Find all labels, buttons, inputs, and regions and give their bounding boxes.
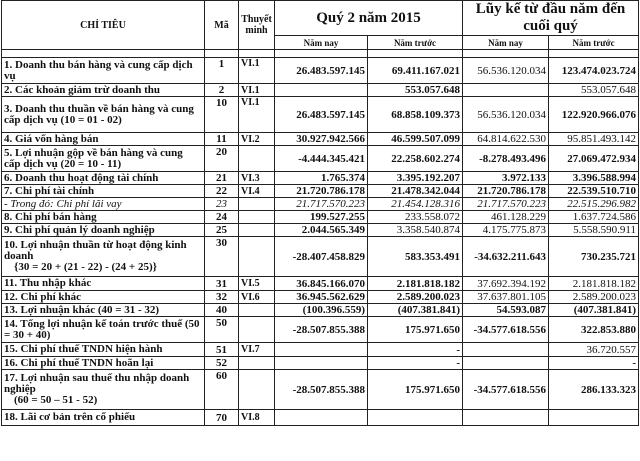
cell-q2-prev-year: 21.454.128.316 <box>368 198 463 211</box>
cell-ytd-this-year: -8.278.493.496 <box>463 146 549 172</box>
cell-ytd-prev-year: 1.637.724.586 <box>549 211 639 224</box>
cell-ytd-this-year: 4.175.775.873 <box>463 224 549 237</box>
income-statement-table <box>1 0 639 426</box>
cell-ytd-this-year <box>463 84 549 97</box>
row-note <box>239 370 275 410</box>
row-code: 70 <box>205 410 239 426</box>
row-label <box>2 237 205 277</box>
row-label: 16. Chi phí thuế TNDN hoãn lại <box>2 357 205 370</box>
cell-ytd-this-year: 54.593.087 <box>463 304 549 317</box>
row-code: 2 <box>205 84 239 97</box>
row-code: 21 <box>205 172 239 185</box>
table-row <box>2 357 639 370</box>
row-label-prefix: - Trong đó: <box>4 197 54 210</box>
row-note: VI.8 <box>239 410 275 426</box>
cell-q2-prev-year: 175.971.650 <box>368 317 463 343</box>
cell-q2-prev-year: (407.381.841) <box>368 304 463 317</box>
cell-q2-prev-year: 2.589.200.023 <box>368 291 463 304</box>
table-row <box>2 198 639 211</box>
cell-ytd-this-year: 37.692.394.192 <box>463 277 549 291</box>
row-label-formula: {30 = 20 + (21 - 22) - (24 + 25)} <box>14 261 157 273</box>
table-row <box>2 84 639 97</box>
cell-q2-prev-year: 3.358.540.874 <box>368 224 463 237</box>
row-label: 9. Chi phí quản lý doanh nghiệp <box>2 224 205 237</box>
row-code: 11 <box>205 133 239 146</box>
cell-ytd-prev-year: 553.057.648 <box>549 84 639 97</box>
cell-ytd-prev-year: 322.853.880 <box>549 317 639 343</box>
table-row <box>2 185 639 198</box>
cell-ytd-prev-year: 95.851.493.142 <box>549 133 639 146</box>
cell-ytd-prev-year: 5.558.590.911 <box>549 224 639 237</box>
table-row <box>2 172 639 185</box>
cell-ytd-this-year: 56.536.120.034 <box>463 58 549 84</box>
cell-ytd-prev-year <box>549 410 639 426</box>
row-note: VI.3 <box>239 172 275 185</box>
cell-q2-prev-year: 69.411.167.021 <box>368 58 463 84</box>
cell-q2-this-year: 2.044.565.349 <box>275 224 368 237</box>
cell-ytd-prev-year: (407.381.841) <box>549 304 639 317</box>
row-label <box>2 198 205 211</box>
row-note <box>239 211 275 224</box>
cell-q2-this-year <box>275 84 368 97</box>
cell-q2-this-year: -28.507.855.388 <box>275 317 368 343</box>
cell-ytd-prev-year: 122.920.966.076 <box>549 97 639 133</box>
row-note <box>239 304 275 317</box>
cell-q2-this-year: 26.483.597.145 <box>275 58 368 84</box>
row-label: 7. Chi phí tài chính <box>2 185 205 198</box>
row-note: VI.5 <box>239 277 275 291</box>
row-label: 13. Lợi nhuận khác (40 = 31 - 32) <box>2 304 205 317</box>
cell-q2-prev-year: 21.478.342.044 <box>368 185 463 198</box>
row-note <box>239 317 275 343</box>
cell-ytd-prev-year: 3.396.588.994 <box>549 172 639 185</box>
row-label-formula: (60 = 50 – 51 - 52) <box>14 394 98 406</box>
row-label: 11. Thu nhập khác <box>2 277 205 291</box>
column-header-note <box>239 1 275 50</box>
cell-ytd-this-year <box>463 357 549 370</box>
cell-q2-this-year: -4.444.345.421 <box>275 146 368 172</box>
cell-ytd-this-year: 56.536.120.034 <box>463 97 549 133</box>
row-note: VI.2 <box>239 133 275 146</box>
subheader-q2-this-year: Năm nay <box>275 36 368 50</box>
cell-q2-this-year: -28.407.458.829 <box>275 237 368 277</box>
row-label: 6. Doanh thu hoạt động tài chính <box>2 172 205 185</box>
cell-ytd-prev-year: 2.181.818.182 <box>549 277 639 291</box>
row-code: 10 <box>205 97 239 133</box>
cell-ytd-this-year <box>463 410 549 426</box>
subheader-q2-prev-year: Năm trước <box>368 36 463 50</box>
subheader-ytd-prev-year: Năm trước <box>549 36 639 50</box>
table-row <box>2 58 639 84</box>
row-code: 40 <box>205 304 239 317</box>
cell-q2-this-year: 36.945.562.629 <box>275 291 368 304</box>
cell-q2-this-year: 30.927.942.566 <box>275 133 368 146</box>
cell-q2-prev-year: 46.599.507.099 <box>368 133 463 146</box>
column-header-note-line1: Thuyết <box>241 14 272 25</box>
row-code: 51 <box>205 343 239 357</box>
cell-q2-this-year: 21.717.570.223 <box>275 198 368 211</box>
row-code: 22 <box>205 185 239 198</box>
table-row <box>2 277 639 291</box>
row-note <box>239 198 275 211</box>
cell-q2-this-year <box>275 410 368 426</box>
row-label-text: Chi phí lãi vay <box>53 197 122 210</box>
row-code: 30 <box>205 237 239 277</box>
cell-ytd-this-year: -34.632.211.643 <box>463 237 549 277</box>
cell-ytd-this-year: -34.577.618.556 <box>463 370 549 410</box>
cell-q2-this-year <box>275 357 368 370</box>
row-note <box>239 146 275 172</box>
cell-ytd-prev-year: 22.539.510.710 <box>549 185 639 198</box>
row-label: 5. Lợi nhuận gộp về bán hàng và cung cấp dịch vụ (20 = 10 - 11) <box>2 146 205 172</box>
row-note <box>239 224 275 237</box>
cell-ytd-prev-year: 27.069.472.934 <box>549 146 639 172</box>
column-header-note-line2: minh <box>245 25 268 36</box>
row-note: VI.1 <box>239 97 275 133</box>
header-row <box>2 1 639 36</box>
table-row <box>2 211 639 224</box>
cell-q2-this-year: 21.720.786.178 <box>275 185 368 198</box>
row-code: 25 <box>205 224 239 237</box>
cell-ytd-prev-year: 22.515.296.982 <box>549 198 639 211</box>
row-code: 23 <box>205 198 239 211</box>
cell-ytd-this-year: 37.637.801.105 <box>463 291 549 304</box>
row-note <box>239 357 275 370</box>
row-label: 2. Các khoản giảm trừ doanh thu <box>2 84 205 97</box>
cell-q2-prev-year: 3.395.192.207 <box>368 172 463 185</box>
cell-q2-prev-year: 583.353.491 <box>368 237 463 277</box>
cell-q2-prev-year: 68.858.109.373 <box>368 97 463 133</box>
cell-ytd-prev-year: - <box>549 357 639 370</box>
table-row <box>2 237 639 277</box>
row-code: 60 <box>205 370 239 410</box>
row-code: 1 <box>205 58 239 84</box>
row-label: 1. Doanh thu bán hàng và cung cấp dịch vụ <box>2 58 205 84</box>
cell-ytd-this-year <box>463 343 549 357</box>
cell-q2-prev-year: 2.181.818.182 <box>368 277 463 291</box>
cell-ytd-prev-year: 286.133.323 <box>549 370 639 410</box>
cell-ytd-this-year: 3.972.133 <box>463 172 549 185</box>
cell-ytd-prev-year: 2.589.200.023 <box>549 291 639 304</box>
table-row <box>2 146 639 172</box>
row-label: 12. Chi phí khác <box>2 291 205 304</box>
cell-q2-this-year: 26.483.597.145 <box>275 97 368 133</box>
row-note <box>239 237 275 277</box>
row-code: 32 <box>205 291 239 304</box>
table-row <box>2 343 639 357</box>
cell-ytd-prev-year: 123.474.023.724 <box>549 58 639 84</box>
cell-ytd-this-year: 21.717.570.223 <box>463 198 549 211</box>
column-header-item: CHỈ TIÊU <box>2 1 205 50</box>
period-header-q2: Quý 2 năm 2015 <box>275 1 463 36</box>
cell-ytd-prev-year: 36.720.557 <box>549 343 639 357</box>
cell-ytd-this-year: 21.720.786.178 <box>463 185 549 198</box>
row-code: 24 <box>205 211 239 224</box>
subheader-ytd-this-year: Năm nay <box>463 36 549 50</box>
cell-q2-this-year: -28.507.855.388 <box>275 370 368 410</box>
cell-q2-prev-year: 175.971.650 <box>368 370 463 410</box>
cell-q2-this-year: (100.396.559) <box>275 304 368 317</box>
table-row <box>2 317 639 343</box>
row-label <box>2 370 205 410</box>
table-row <box>2 304 639 317</box>
row-label: 4. Giá vốn hàng bán <box>2 133 205 146</box>
row-label-text: 17. Lợi nhuận sau thuế thu nhập doanh nghiệp <box>4 372 190 395</box>
period-header-ytd: Lũy kế từ đầu năm đến cuối quý <box>463 1 639 36</box>
cell-q2-this-year <box>275 343 368 357</box>
row-label: 8. Chi phí bán hàng <box>2 211 205 224</box>
cell-q2-prev-year: - <box>368 357 463 370</box>
row-note: VI.7 <box>239 343 275 357</box>
table-row <box>2 410 639 426</box>
row-label: 15. Chi phí thuế TNDN hiện hành <box>2 343 205 357</box>
row-label: 18. Lãi cơ bản trên cổ phiếu <box>2 410 205 426</box>
row-code: 50 <box>205 317 239 343</box>
row-note: VI.1 <box>239 84 275 97</box>
cell-q2-prev-year: 553.057.648 <box>368 84 463 97</box>
income-statement-page <box>1 0 639 459</box>
row-note: VI.6 <box>239 291 275 304</box>
cell-ytd-this-year: 461.128.229 <box>463 211 549 224</box>
cell-q2-prev-year: 233.558.072 <box>368 211 463 224</box>
table-row <box>2 370 639 410</box>
cell-q2-this-year: 1.765.374 <box>275 172 368 185</box>
row-code: 20 <box>205 146 239 172</box>
cell-q2-prev-year: - <box>368 343 463 357</box>
row-label-text: 10. Lợi nhuận thuần từ hoạt động kinh doanh <box>4 239 187 262</box>
cell-q2-prev-year <box>368 410 463 426</box>
row-note: VI.4 <box>239 185 275 198</box>
row-code: 52 <box>205 357 239 370</box>
row-label: 14. Tổng lợi nhuận kế toán trước thuế (50 = 30 + 40) <box>2 317 205 343</box>
cell-q2-this-year: 36.845.166.070 <box>275 277 368 291</box>
cell-q2-this-year: 199.527.255 <box>275 211 368 224</box>
table-row <box>2 291 639 304</box>
row-note: VI.1 <box>239 58 275 84</box>
cell-q2-prev-year: 22.258.602.274 <box>368 146 463 172</box>
row-label: 3. Doanh thu thuần về bán hàng và cung cấp dịch vụ (10 = 01 - 02) <box>2 97 205 133</box>
cell-ytd-this-year: -34.577.618.556 <box>463 317 549 343</box>
row-code: 31 <box>205 277 239 291</box>
column-header-code: Mã <box>205 1 239 50</box>
table-row <box>2 97 639 133</box>
table-row <box>2 224 639 237</box>
cell-ytd-prev-year: 730.235.721 <box>549 237 639 277</box>
table-row <box>2 133 639 146</box>
cell-ytd-this-year: 64.814.622.530 <box>463 133 549 146</box>
